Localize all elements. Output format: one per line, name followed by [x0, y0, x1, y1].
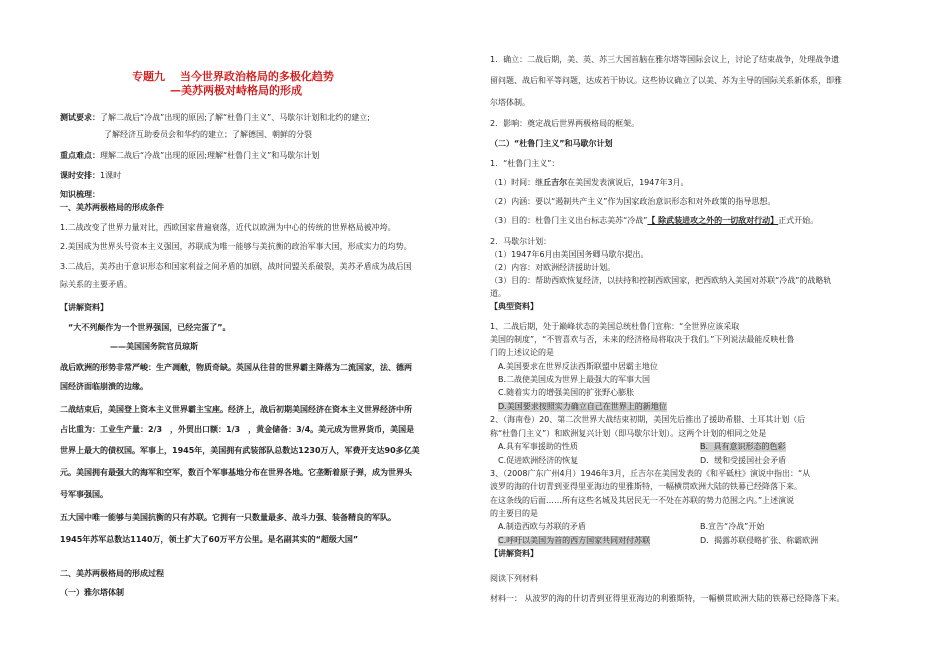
q3-option-b: B.宣告“冷战”开始: [700, 522, 765, 531]
q2-line-1: 2、（海南卷）20、第二次世界大战结束初期，美国先后推出了援助希腊、土耳其计划（后: [490, 415, 806, 424]
europe-1: 战后欧洲的形势非常严峻：生产凋敝，物质奇缺。英国从往昔的世界霸主降落为二流国家，法、德两: [60, 363, 412, 372]
europe-2: 国经济面临崩溃的边缘。: [60, 382, 148, 391]
explain-heading: 【讲解资料】: [60, 303, 108, 312]
requirements-line-2: 了解经济互助委员会和华约的建立；了解德国、朝鲜的分裂: [104, 130, 312, 139]
quote: “大不列颠作为一个世界强国，已经完蛋了”。: [68, 323, 231, 332]
marshall-purpose-1: （3）目的：帮助西欧恢复经济，以扶持和控制西欧国家，把西欧纳入美国对苏联“冷战”的战略轨: [490, 276, 832, 285]
point-1: 1.二战改变了世界力量对比，西欧国家普遍衰落，近代以欧洲为中心的传统的世界格局被冲垮。: [60, 223, 396, 232]
truman-heading: 1．“杜鲁门主义”：: [490, 159, 560, 168]
typical-heading: 【典型资料】: [490, 302, 538, 311]
subsection-2-heading: （二）“杜鲁门主义”和马歇尔计划: [490, 139, 613, 148]
usa-2: 占比重为：工业生产量：2/3 ，外贸出口额：1/3 ，黄金储备：3/4。美元成为世界货币，美国是: [60, 425, 415, 434]
usa-4: 元。美国拥有最强大的海军和空军，数百个军事基地分布在世界各地。它垄断着原子弹，成为世界头: [60, 468, 412, 477]
yalta-1: 1．确立：二战后期，美、英、苏三大国首脑在雅尔塔等国际会议上，讨论了结束战争，处理战争遗: [490, 55, 840, 64]
q2-option-d: D．缓和受援国社会矛盾: [700, 456, 787, 465]
schedule: 课时安排：1课时: [60, 171, 122, 180]
section-1-heading: 一、美苏两极格局的形成条件: [60, 203, 164, 212]
truman-content: （2）内涵：要以“遏制共产主义”作为国家政治意识形态和对外政策的指导思想。: [490, 197, 776, 206]
truman-time: （1）时间：继丘吉尔在美国发表演说后，1947年3月。: [490, 178, 689, 187]
q2-option-c: C.促进欧洲经济的恢复: [498, 456, 579, 465]
truman-purpose: （3）目的：杜鲁门主义出台标志美苏“冷战”【 除武装进攻之外的一切敌对行动】正式开始。: [490, 216, 819, 225]
q3-line-1: 3、（2008广东广州4月）1946年3月，丘吉尔在美国发表的《和平砥柱》演说中指出：“从: [490, 469, 811, 478]
q3-option-a: A.制造西欧与苏联的矛盾: [498, 522, 586, 531]
subsection-1-heading: （一）雅尔塔体制: [60, 588, 124, 597]
marshall-purpose-2: 道。: [490, 289, 506, 298]
doc-title: 专题九 当今世界政治格局的多极化趋势: [132, 70, 334, 83]
section-2-heading: 二、美苏两极格局的形成过程: [60, 569, 164, 578]
quote-source: ——美国国务院官员琼斯: [110, 342, 198, 351]
q3-line-2: 波罗的海的什切青到亚得里亚海边的里雅斯特，一幅横贯欧洲大陆的铁幕已经降落下来。: [490, 482, 802, 491]
usa-1: 二战结束后，美国登上资本主义世界霸主宝座。经济上，战后初期美国经济在资本主义世界经济中所: [60, 405, 412, 414]
q1-option-d: D.美国要求按照实力确立自己在世界上的新地位: [498, 402, 667, 411]
q1-option-b: B.二战使美国成为世界上最强大的军事大国: [498, 375, 651, 384]
usa-3: 世界上最大的债权国。军事上，1945年，美国拥有武装部队总数达1230万人，军费开支达90多亿美: [60, 446, 420, 455]
point-3b: 际关系的主要矛盾。: [60, 280, 132, 289]
read-prompt: 阅读下列材料: [490, 574, 538, 583]
yalta-2: 留问题、战后和平等问题，达成若干协议。这些协议确立了以美、苏为主导的国际关系新体系，即雅: [490, 76, 842, 85]
q3-option-d: D．揭露苏联侵略扩张、称霸欧洲: [700, 536, 819, 545]
q2-line-2: 称“杜鲁门主义”）和欧洲复兴计划（即马歇尔计划）。这两个计划的相同之处是: [490, 429, 767, 438]
q2-option-b: B．具有意识形态的色彩: [700, 442, 786, 451]
ussr-2: 1945年苏军总数达1140万，领土扩大了60万平方公里。是名副其实的“超级大国”: [60, 535, 359, 544]
explain-heading-2: 【讲解资料】: [490, 549, 538, 558]
usa-5: 号军事强国。: [60, 490, 108, 499]
key-points: 重点难点：理解二战后“冷战”出现的原因;理解“杜鲁门主义”和马歇尔计划: [60, 151, 320, 160]
marshall-time: （1）1947年6月由美国国务卿马歇尔提出。: [490, 250, 649, 259]
knowledge-heading: 知识梳理：: [60, 190, 100, 199]
point-2: 2.美国成为世界头号资本主义强国，苏联成为唯一能够与美抗衡的政治军事大国，形成实力的均势。: [60, 242, 412, 251]
q1-line-1: 1、二战后期，处于巅峰状态的美国总统杜鲁门宣称：“全世界应该采取: [490, 322, 740, 331]
material-1: 材料一： 从波罗的海的什切青到亚得里亚海边的利雅斯特，一幅横贯欧洲大陆的铁幕已经降落下来。: [490, 594, 845, 603]
marshall-content: （2）内容：对欧洲经济援助计划。: [490, 263, 616, 272]
yalta-impact: 2．影响：奠定战后世界两极格局的框架。: [490, 119, 640, 128]
marshall-heading: 2．马歇尔计划：: [490, 237, 552, 246]
q1-line-2: 美国的制度”，“不管喜欢与否，未来的经济格局将取决于我们。”下列说法最能反映杜鲁: [490, 335, 795, 344]
q3-option-c: C.呼吁以美国为首的西方国家共同对付苏联: [498, 536, 651, 545]
q2-option-a: A.具有军事援助的性质: [498, 442, 578, 451]
yalta-3: 尔塔体制。: [490, 98, 530, 107]
requirements-line-1: 测试要求：了解二战后“冷战”出现的原因;了解“杜鲁门主义”、马歇尔计划和北约的建立;: [60, 113, 370, 122]
q1-line-3: 门的上述议论的是: [490, 348, 554, 357]
ussr-1: 五大国中唯一能够与美国抗衡的只有苏联。它拥有一只数量最多、战斗力强、装备精良的军队。: [60, 513, 396, 522]
q1-option-a: A.美国要求在世界反法西斯联盟中居霸主地位: [498, 362, 658, 371]
point-3a: 3.二战后，美苏由于意识形态和国家利益之间矛盾的加剧，战时同盟关系破裂，美苏矛盾成为战后国: [60, 262, 412, 271]
q3-line-3: 在这条线的后面……所有这些名城及其居民无一不处在苏联的势力范围之内。”上述演说: [490, 496, 795, 505]
q3-line-4: 的主要目的是: [490, 509, 538, 518]
q1-option-c: C.随着实力的增强美国的扩张野心膨胀: [498, 388, 635, 397]
doc-subtitle: —美苏两极对峙格局的形成: [170, 84, 302, 97]
